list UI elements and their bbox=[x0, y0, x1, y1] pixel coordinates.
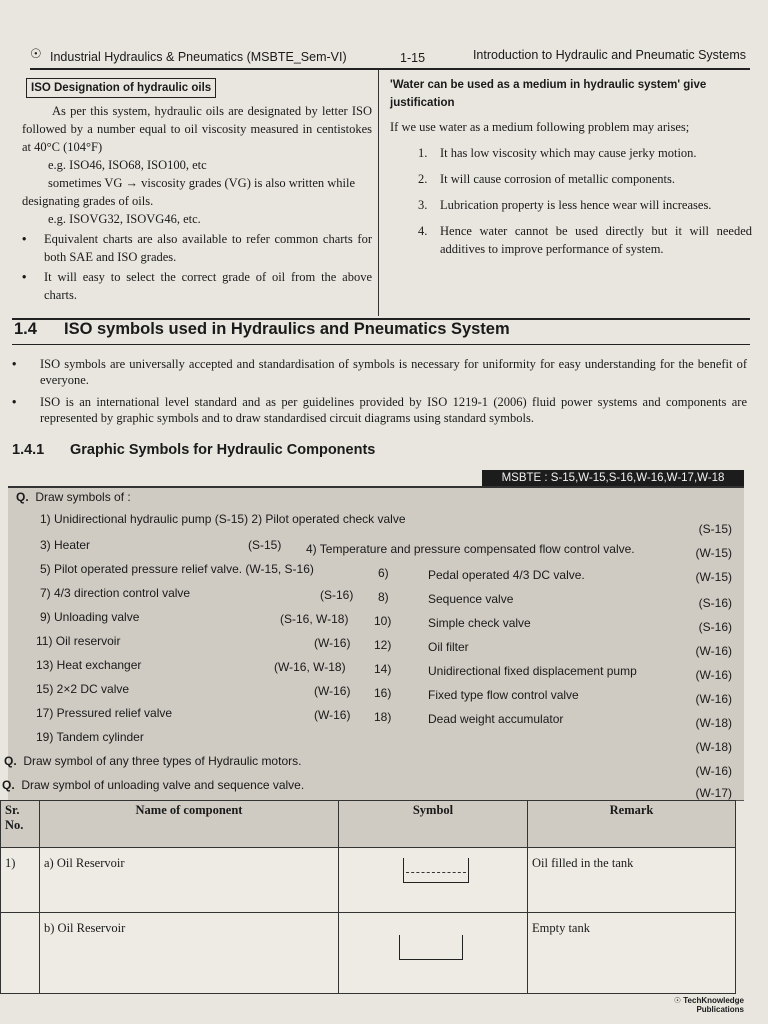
empty-tank-icon bbox=[399, 935, 463, 960]
question-item: 1) Unidirectional hydraulic pump (S-15) 2) Pilot operated check valve bbox=[40, 512, 406, 526]
exam-tag: (W-15) bbox=[695, 546, 732, 560]
exam-tag: (W-16) bbox=[695, 668, 732, 682]
exam-tag: (W-15) bbox=[695, 570, 732, 584]
list-item bbox=[390, 222, 752, 258]
question-item: Unidirectional fixed displacement pump bbox=[428, 664, 637, 678]
oil-level-line bbox=[406, 872, 466, 873]
section-1-4-1-heading bbox=[12, 442, 375, 458]
intro-columns bbox=[22, 70, 750, 316]
question-item: 17) Pressured relief valve bbox=[36, 706, 173, 720]
subsection-title: Graphic Symbols for Hydraulic Components bbox=[70, 442, 376, 458]
question-label: Q. bbox=[16, 490, 29, 504]
exam-tag: (W-18) bbox=[695, 716, 732, 730]
question-text: Draw symbol of any three types of Hydraulic motors. bbox=[23, 754, 302, 768]
question-3 bbox=[2, 778, 304, 792]
exam-tag: (W-17) bbox=[695, 786, 732, 800]
exam-tag: (S-16) bbox=[320, 588, 354, 602]
header-name: Name of component bbox=[40, 801, 339, 848]
exam-tag: (W-16) bbox=[695, 692, 732, 706]
list-item bbox=[390, 196, 752, 214]
msbte-exam-tag: MSBTE : S-15,W-15,S-16,W-16,W-17,W-18 bbox=[482, 470, 744, 486]
left-bullet: • Equivalent charts are also available to refer common charts for both SAE and ISO grades. bbox=[22, 230, 372, 266]
exam-tag: (W-16) bbox=[695, 644, 732, 658]
header-sr-no: Sr. No. bbox=[1, 801, 40, 848]
publisher-subtitle: Publications bbox=[696, 1005, 744, 1014]
exam-tag: (W-16) bbox=[314, 708, 351, 722]
column-divider bbox=[378, 70, 379, 316]
list-number: 4. bbox=[418, 224, 428, 238]
question-item: 13) Heat exchanger bbox=[36, 658, 142, 672]
chapter-title: Introduction to Hydraulic and Pneumatic Systems bbox=[472, 48, 746, 62]
right-column bbox=[390, 70, 752, 258]
publisher-footer-logo bbox=[674, 996, 744, 1014]
question-item: Fixed type flow control valve bbox=[428, 688, 579, 702]
list-number: 2. bbox=[418, 172, 428, 186]
cell-name: b) Oil Reservoir bbox=[40, 913, 339, 994]
exam-tag: (S-15) bbox=[698, 522, 732, 536]
question-item: Simple check valve bbox=[428, 616, 531, 630]
body-bullet: • ISO is an international level standard and as per guidelines provided by ISO 1219-1 (2006) fluid power systems and components are represented by graphic symbols and to draw standardised circuit diagrams using standard symbols. bbox=[12, 394, 747, 426]
question-box bbox=[2, 486, 744, 801]
left-bullet: • It will easy to select the correct grade of oil from the above charts. bbox=[22, 268, 372, 304]
section-number: 1.4 bbox=[14, 320, 37, 338]
example-1: e.g. ISO46, ISO68, ISO100, etc bbox=[48, 158, 207, 172]
exam-tag: (S-15) bbox=[248, 538, 282, 552]
list-item bbox=[390, 170, 752, 188]
header-remark: Remark bbox=[528, 801, 736, 848]
question-label: Q. bbox=[4, 754, 17, 768]
item-number: 18) bbox=[374, 710, 392, 724]
item-number: 16) bbox=[374, 686, 392, 700]
exam-tag: (W-16, W-18) bbox=[274, 660, 346, 674]
question-label: Q. bbox=[2, 778, 15, 792]
cell-remark: Empty tank bbox=[528, 913, 736, 994]
question-item: Dead weight accumulator bbox=[428, 712, 564, 726]
left-column bbox=[22, 70, 372, 304]
iso-designation-title: ISO Designation of hydraulic oils bbox=[26, 78, 216, 98]
publisher-name: TechKnowledge bbox=[683, 996, 744, 1005]
cell-symbol bbox=[339, 848, 528, 913]
book-title: Industrial Hydraulics & Pneumatics (MSBTE_Sem-VI) bbox=[50, 50, 347, 64]
question-2 bbox=[4, 754, 301, 768]
list-item bbox=[390, 144, 752, 162]
item-number: 12) bbox=[374, 638, 392, 652]
section-1-4-heading bbox=[14, 320, 510, 339]
logo-icon: ☉ bbox=[673, 996, 682, 1005]
section-title: ISO symbols used in Hydraulics and Pneumatics System bbox=[64, 320, 510, 338]
table-row bbox=[1, 848, 736, 913]
item-number: 10) bbox=[374, 614, 392, 628]
item-number: 14) bbox=[374, 662, 392, 676]
question-1 bbox=[16, 490, 131, 504]
table-header-row bbox=[1, 801, 736, 848]
cell-sr bbox=[1, 913, 40, 994]
cell-remark: Oil filled in the tank bbox=[528, 848, 736, 913]
question-item: 19) Tandem cylinder bbox=[36, 730, 144, 744]
table-row bbox=[1, 913, 736, 994]
exam-tag: (W-16) bbox=[314, 636, 351, 650]
list-text: It has low viscosity which may cause jerky motion. bbox=[440, 146, 697, 160]
subsection-number: 1.4.1 bbox=[12, 442, 45, 458]
question-text: Draw symbols of : bbox=[35, 490, 131, 504]
vg-note: sometimes VG → viscosity grades (VG) is also written while designating grades of oils. bbox=[22, 176, 356, 208]
exam-tag: (W-16) bbox=[314, 684, 351, 698]
section-underline bbox=[12, 344, 750, 345]
body-bullet: • ISO symbols are universally accepted and standardisation of symbols is necessary for uniformity for easy understanding for the benefit of everyone. bbox=[12, 356, 747, 388]
question-item: 4) Temperature and pressure compensated flow control valve. bbox=[306, 542, 635, 556]
list-text: It will cause corrosion of metallic components. bbox=[440, 172, 676, 186]
cell-name: a) Oil Reservoir bbox=[40, 848, 339, 913]
symbols-table bbox=[0, 800, 736, 994]
water-medium-title: 'Water can be used as a medium in hydraulic system' give justification bbox=[390, 79, 707, 109]
item-number: 6) bbox=[378, 566, 389, 580]
header-symbol: Symbol bbox=[339, 801, 528, 848]
question-item: 7) 4/3 direction control valve bbox=[40, 586, 191, 600]
exam-tag: (W-16) bbox=[695, 764, 732, 778]
list-text: Hence water cannot be used directly but it will needed additives to improve performance of system. bbox=[440, 224, 752, 256]
page-header bbox=[30, 46, 750, 70]
question-item: Pedal operated 4/3 DC valve. bbox=[428, 568, 585, 582]
question-item: Sequence valve bbox=[428, 592, 514, 606]
publisher-logo-icon: ☉ bbox=[30, 46, 42, 61]
question-item: 11) Oil reservoir bbox=[36, 634, 121, 648]
question-text: Draw symbol of unloading valve and sequence valve. bbox=[21, 778, 305, 792]
list-text: Lubrication property is less hence wear will increases. bbox=[440, 198, 712, 212]
water-intro: If we use water as a medium following problem may arises; bbox=[390, 120, 690, 134]
question-item: 15) 2×2 DC valve bbox=[36, 682, 130, 696]
exam-tag: (S-16, W-18) bbox=[280, 612, 349, 626]
item-number: 8) bbox=[378, 590, 389, 604]
page-number: 1-15 bbox=[400, 51, 426, 65]
section-1-4-bullets bbox=[12, 350, 747, 426]
iso-designation-paragraph: As per this system, hydraulic oils are designated by letter ISO followed by a number equal to oil viscosity measured in centistokes at 40°C (104°F) bbox=[22, 104, 372, 154]
cell-sr: 1) bbox=[1, 848, 40, 913]
question-item: 3) Heater bbox=[40, 538, 91, 552]
exam-tag: (S-16) bbox=[698, 596, 732, 610]
example-2: e.g. ISOVG32, ISOVG46, etc. bbox=[48, 212, 201, 226]
list-number: 1. bbox=[418, 146, 428, 160]
question-item: Oil filter bbox=[428, 640, 469, 654]
cell-symbol bbox=[339, 913, 528, 994]
oil-filled-tank-icon bbox=[403, 858, 469, 883]
exam-tag: (S-16) bbox=[698, 620, 732, 634]
list-number: 3. bbox=[418, 198, 428, 212]
question-item: 9) Unloading valve bbox=[40, 610, 140, 624]
exam-tag: (W-18) bbox=[695, 740, 732, 754]
question-item: 5) Pilot operated pressure relief valve. (W-15, S-16) bbox=[40, 562, 314, 576]
